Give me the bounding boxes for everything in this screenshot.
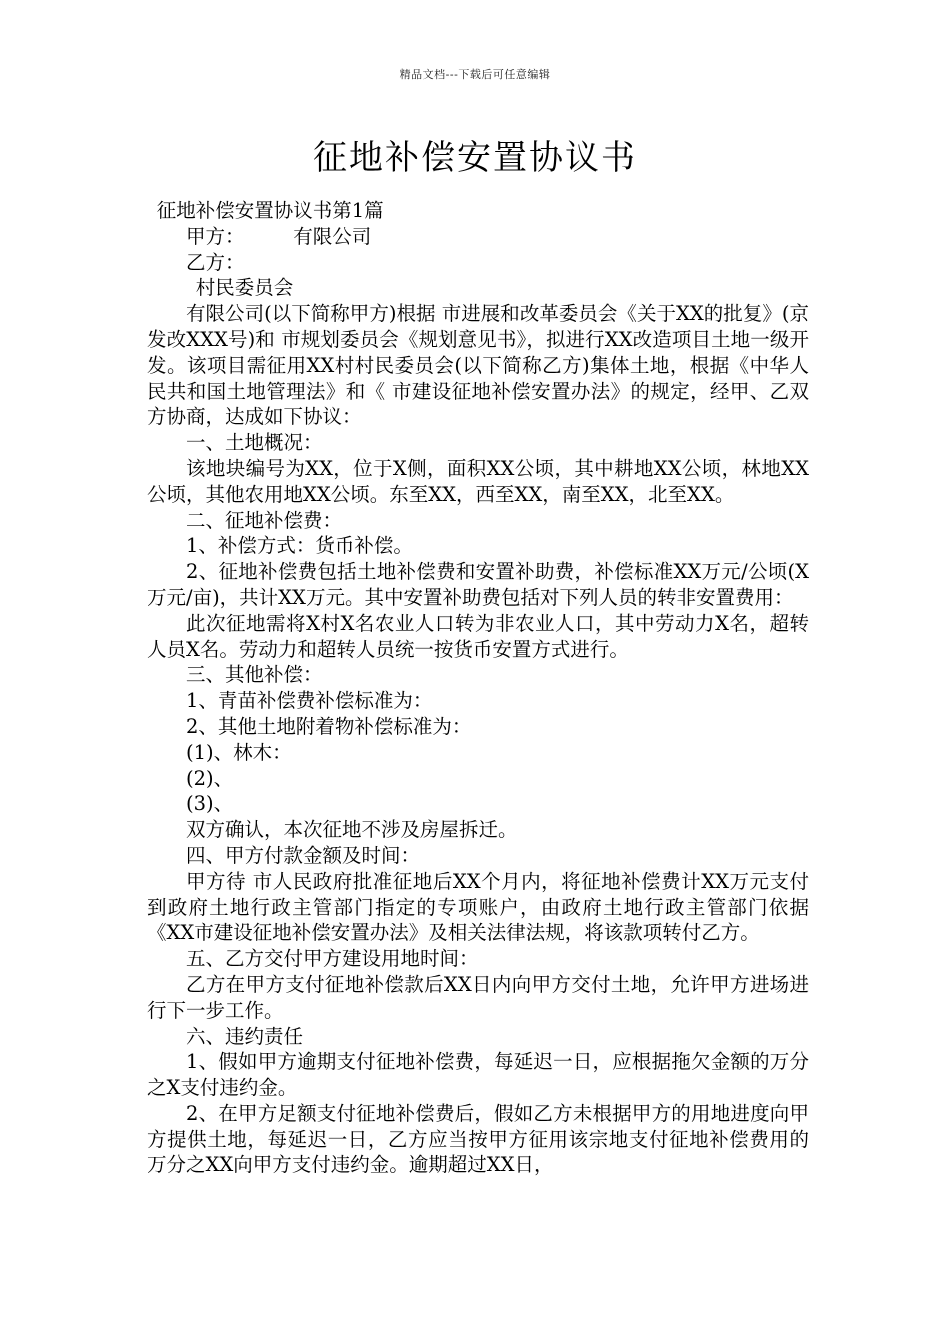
clause-heading: 六、违约责任	[186, 1024, 304, 1048]
list-item: (1)、林木：	[186, 740, 292, 764]
list-item: (2)、	[186, 766, 234, 790]
section-heading: 征地补偿安置协议书第1篇	[156, 199, 384, 222]
clause-heading: 四、甲方付款金额及时间：	[186, 843, 421, 867]
clause-heading: 三、其他补偿：	[186, 663, 323, 687]
clause-heading: 二、征地补偿费：	[186, 508, 343, 532]
paragraph: 甲方待 市人民政府批准征地后XX个月内，将征地补偿费计XX万元支付到政府土地行政主管部门指定的专项账户，由政府土地行政主管部门依据《XX市建设征地补偿安置办法》及相关法律法规，将该款项转付乙方。	[147, 869, 809, 945]
paragraph: 1、青苗补偿费补偿标准为：	[186, 689, 433, 713]
paragraph: 2、在甲方足额支付征地补偿费后，假如乙方未根据甲方的用地进度向甲方提供土地，每延迟一日，乙方应当按甲方征用该宗地支付征地补偿费用的万分之XX向甲方支付违约金。逾期超过XX日，	[147, 1101, 809, 1177]
paragraph: 有限公司(以下简称甲方)根据 市进展和改革委员会《关于XX的批复》(京发改XXX号)和 市规划委员会《规划意见书》，拟进行XX改造项目土地一级开发。该项目需征用XX村村民委员会(以下简称乙方)集体土地，根据《中华人民共和国土地管理法》和《 市建设征地补偿安置办法》的规定，经甲、乙双方协商，达成如下协议：	[147, 302, 809, 429]
clause-heading: 一、土地概况：	[186, 431, 323, 455]
paragraph: 1、假如甲方逾期支付征地补偿费，每延迟一日，应根据拖欠金额的万分之X支付违约金。	[147, 1050, 809, 1100]
party-b-name: 村民委员会	[195, 276, 294, 300]
party-b-line: 乙方：	[186, 250, 245, 274]
paragraph: 1、补偿方式：货币补偿。	[186, 534, 413, 558]
paragraph: 双方确认，本次征地不涉及房屋拆迁。	[186, 818, 518, 842]
paragraph: 2、其他土地附着物补偿标准为：	[186, 714, 472, 738]
paragraph: 该地块编号为XX，位于X侧，面积XX公顷，其中耕地XX公顷，林地XX公顷，其他农用地XX公顷。东至XX，西至XX，南至XX，北至XX。	[147, 456, 809, 506]
paragraph: 2、征地补偿费包括土地补偿费和安置补助费，补偿标准XX万元/公顷(X万元/亩)，共计XX万元。其中安置补助费包括对下列人员的转非安置费用：	[147, 560, 809, 609]
document-body	[147, 198, 809, 1178]
list-item: (3)、	[186, 792, 234, 816]
party-a-line: 甲方： 有限公司	[186, 224, 372, 248]
document-title: 征地补偿安置协议书	[313, 138, 637, 178]
page-header: 精品文档---下载后可任意编辑	[399, 68, 551, 81]
paragraph: 乙方在甲方支付征地补偿款后XX日内向甲方交付土地，允许甲方进场进行下一步工作。	[147, 972, 809, 1022]
clause-heading: 五、乙方交付甲方建设用地时间：	[186, 947, 479, 971]
paragraph: 此次征地需将X村X名农业人口转为非农业人口，其中劳动力X名，超转人员X名。劳动力和超转人员统一按货币安置方式进行。	[147, 611, 809, 661]
